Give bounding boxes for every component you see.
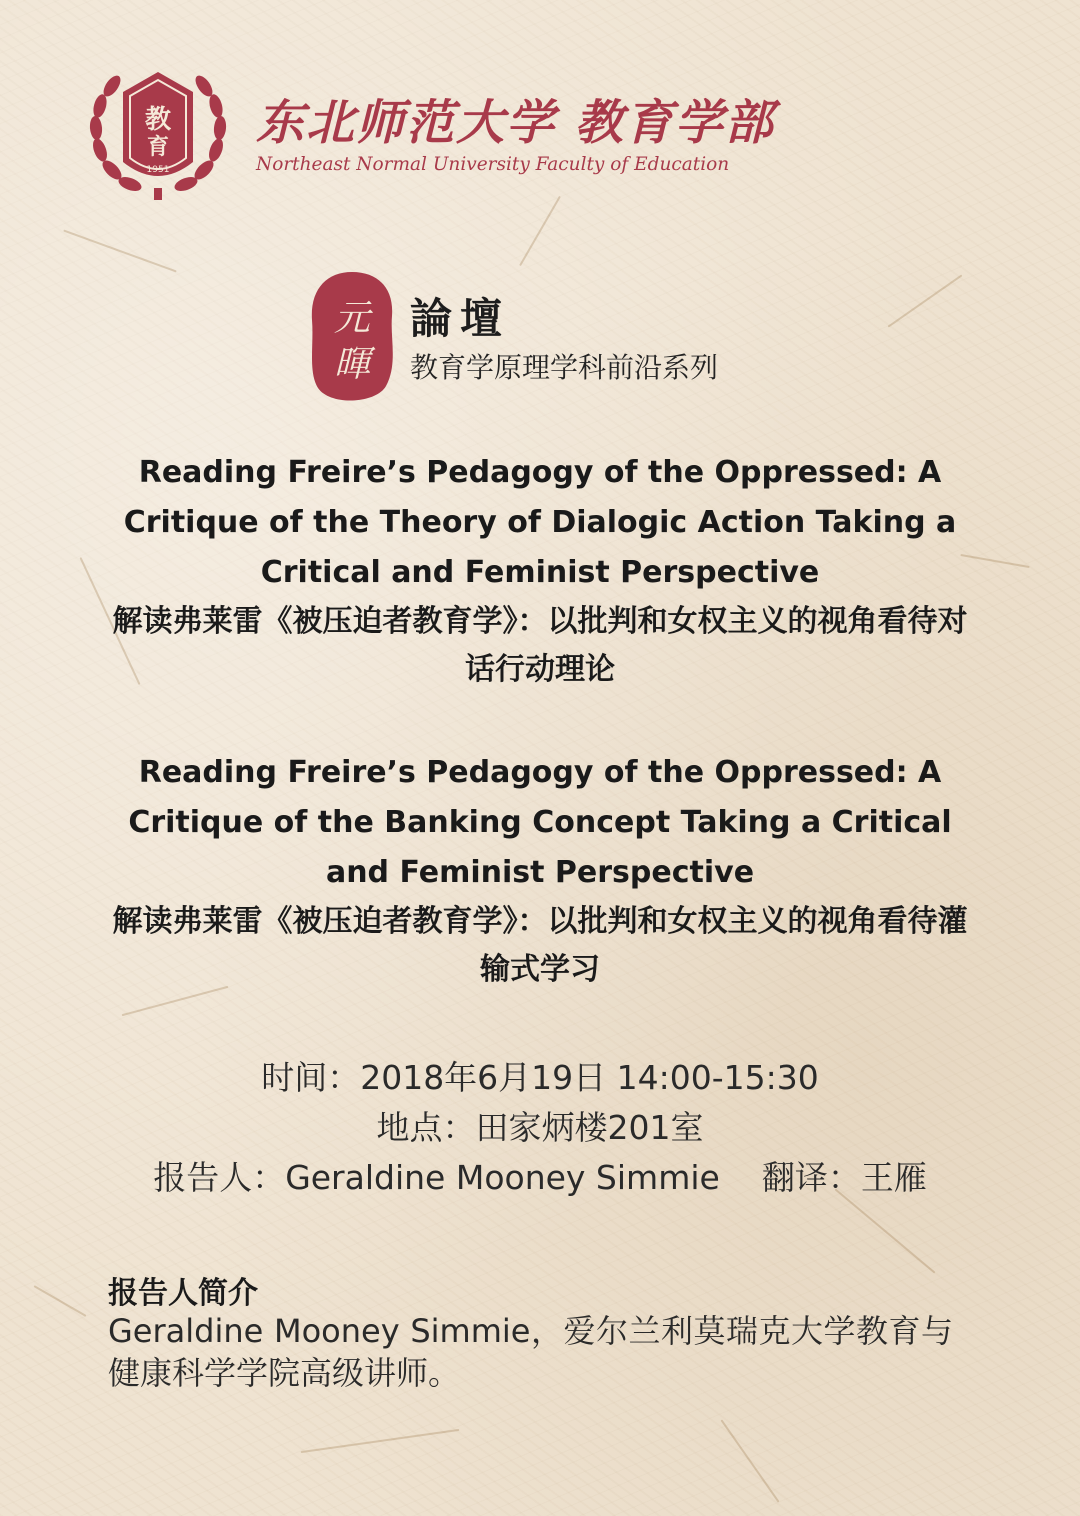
bio-text: Geraldine Mooney Simmie，爱尔兰利莫瑞克大学教育与健康科学学院高级讲师。 [108,1312,953,1392]
header [78,62,775,202]
university-emblem-icon [78,62,238,202]
svg-text:育: 育 [146,134,170,160]
talk-title-en: Reading Freire’s Pedagogy of the Oppressed: A Critique of the Banking Concept Taking a Critical and Feminist Perspective [128,755,952,890]
talk-2 [100,748,980,994]
forum-title: 論壇 [410,294,511,343]
bio-heading: 报告人简介 [108,1276,258,1311]
talk-title-en: Reading Freire’s Pedagogy of the Oppressed: A Critique of the Theory of Dialogic Action Taking a Critical and Feminist Perspective [123,455,957,590]
talk-title-cn: 解读弗莱雷《被压迫者教育学》：以批判和女权主义的视角看待对话行动理论 [112,604,968,687]
svg-text:教: 教 [144,105,172,135]
talk-title-cn: 解读弗莱雷《被压迫者教育学》：以批判和女权主义的视角看待灌输式学习 [112,904,968,987]
translator: 翻译：王雁 [761,1158,927,1197]
forum-heading [306,268,826,410]
event-place: 地点：田家炳楼201室 [376,1108,704,1147]
yuanhui-seal-icon [306,268,398,408]
speaker: 报告人：Geraldine Mooney Simmie [153,1158,720,1197]
emblem-year: 1951 [146,165,170,175]
event-time: 时间：2018年6月19日 14:00-15:30 [261,1058,819,1097]
talk-1 [100,448,980,694]
university-name-en: Northeast Normal University Faculty of Education [256,154,730,175]
svg-text:元: 元 [333,298,371,339]
svg-text:暉: 暉 [333,344,371,385]
event-speaker-line [100,1152,980,1199]
university-name-cn: 东北师范大学 教育学部 [256,95,775,151]
forum-subtitle: 教育学原理学科前沿系列 [410,351,719,384]
